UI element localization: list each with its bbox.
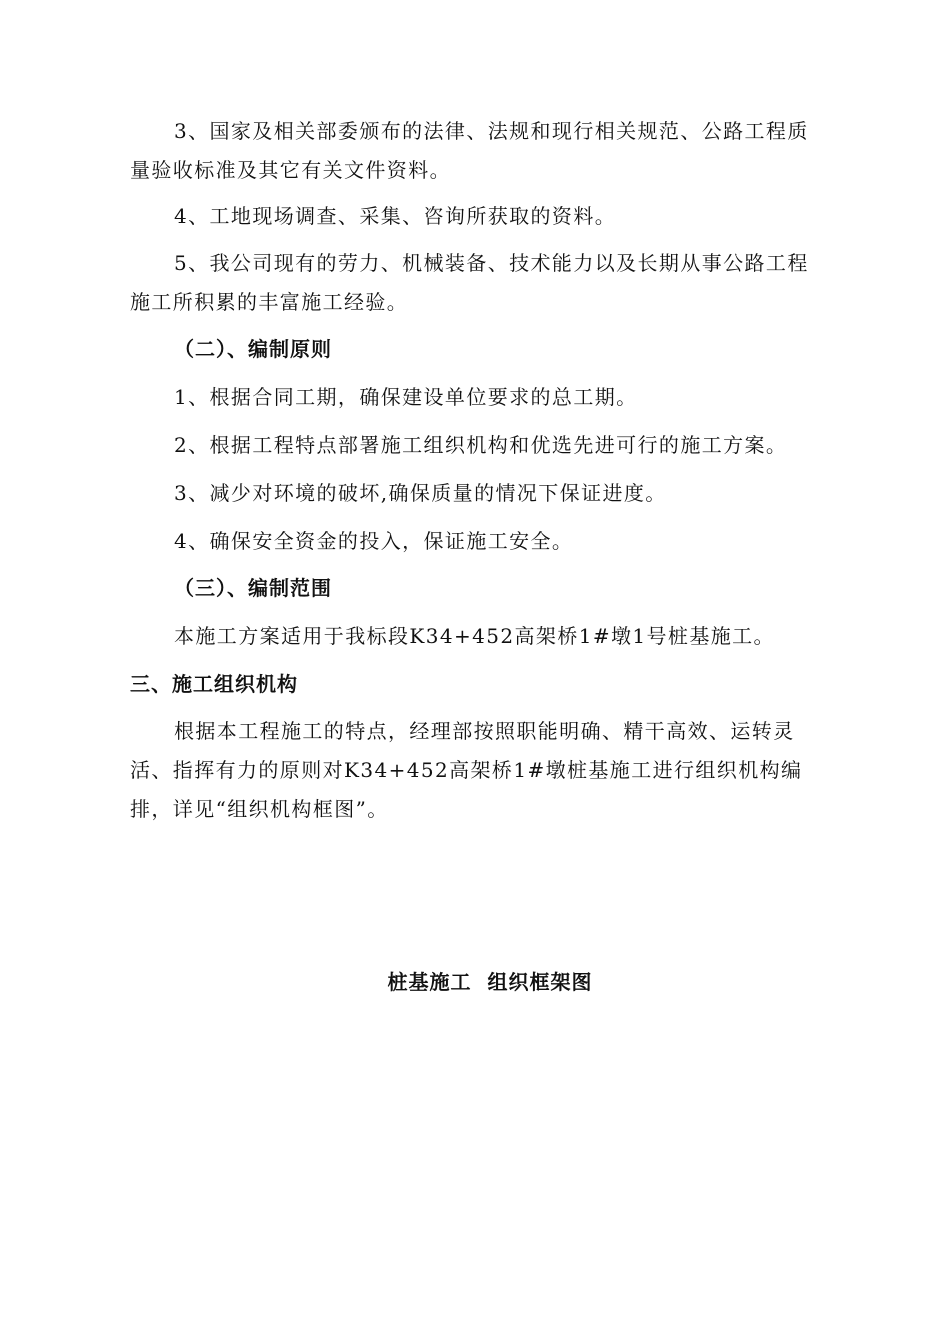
principles-heading: （二）、编制原则 (174, 337, 332, 361)
basis-item-4: 4、工地现场调查、采集、咨询所获取的资料。 (174, 204, 617, 228)
scope-text: 本施工方案适用于我标段K34+452高架桥1#墩1号桩基施工。 (174, 624, 775, 648)
org-chart-title: 桩基施工 组织框架图 (387, 970, 593, 994)
principle-item-2: 2、根据工程特点部署施工组织机构和优选先进可行的施工方案。 (174, 433, 788, 457)
organization-text: 根据本工程施工的特点，经理部按照职能明确、精干高效、运转灵活、指挥有力的原则对K34+452高架桥1#墩桩基施工进行组织机构编排，详见“组织机构框图”。 (130, 719, 803, 821)
basis-item-5: 5、我公司现有的劳力、机械装备、技术能力以及长期从事公路工程施工所积累的丰富施工经验。 (130, 251, 809, 314)
principle-item-3: 3、减少对环境的破坏,确保质量的情况下保证进度。 (174, 481, 667, 505)
organization-heading: 三、施工组织机构 (130, 672, 298, 696)
scope-heading: （三）、编制范围 (174, 576, 332, 600)
principle-item-4: 4、确保安全资金的投入，保证施工安全。 (174, 529, 574, 553)
principle-item-1: 1、根据合同工期，确保建设单位要求的总工期。 (174, 385, 638, 409)
basis-item-3: 3、国家及相关部委颁布的法律、法规和现行相关规范、公路工程质量验收标准及其它有关文件资料。 (130, 119, 809, 182)
